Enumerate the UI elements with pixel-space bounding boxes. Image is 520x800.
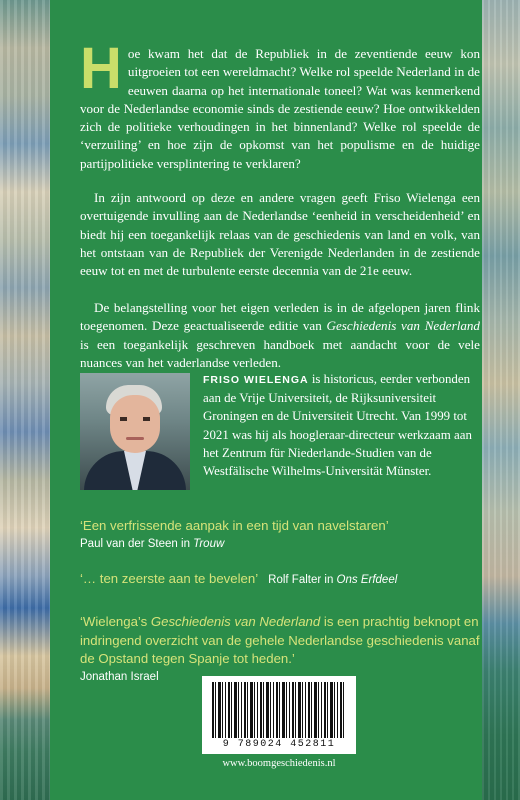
paragraph-3-before: De belangstelling voor het eigen verleden is in de afgelopen jaren flink toegenomen. Deze geactualiseerde editie van — [80, 300, 480, 334]
barcode — [202, 676, 356, 754]
quote-text: ‘… ten zeerste aan te bevelen’ — [80, 571, 259, 586]
paragraph-3-after: is een toegankelijk geschreven handboek met aandacht voor de vele nuances van het vaderlandse verleden. — [80, 336, 480, 370]
author-photo — [80, 373, 190, 490]
quote-1 — [80, 517, 485, 552]
painting-strip-right — [482, 0, 520, 800]
dropcap: H — [80, 36, 122, 101]
quote-3 — [80, 613, 485, 685]
intro-text: oe kwam het dat de Republiek in de zeventiende eeuw kon uitgroeien tot een wereldmacht? Welke rol speelde Nederland in de eeuwen daarna op het internationale toneel? Wat was kenmerkend voor de Nederlandse economie sinds de zestiende eeuw? Hoe ontwikkelden zich de politieke verhoudingen in het binnenland? Welke rol speelde de ‘verzuiling’ en hoe zijn de opkomst van het populisme en de huidige partijpolitieke versplintering te verklaren? — [80, 46, 480, 171]
quote-source: Paul van der Steen in Trouw — [80, 537, 225, 550]
author-bio-text: is historicus, eerder verbonden aan de Vrije Universiteit, de Rijksuniversiteit Groningen en de Universiteit Utrecht. Van 1999 tot 2021 was hij als hoogleraar-directeur werkzaam aan het Zentrum für Niederlande-Studien van de Westfälische Wilhelms-Universität Münster. — [203, 372, 472, 479]
barcode-bars — [212, 682, 346, 738]
painting-strip-left — [0, 0, 50, 800]
isbn-number: 9 789024 452811 — [222, 739, 336, 750]
intro-paragraph — [80, 36, 480, 173]
paragraph-2: In zijn antwoord op deze en andere vragen geeft Friso Wielenga een overtuigende invulling aan de Nederlandse ‘eenheid in verscheidenheid’ en biedt hij een toegankelijk relaas van de geschiedenis van land en volk, van het ontstaan van de Republiek der Verenigde Nederlanden in de zestiende eeuw tot en met de turbulente eerste decennia van de 21e eeuw. — [80, 190, 480, 279]
quote-text: ‘Een verfrissende aanpak in een tijd van navelstaren’ — [80, 518, 389, 533]
quote-2 — [80, 570, 485, 589]
author-name: FRISO WIELENGA — [203, 374, 309, 386]
paragraph-3 — [80, 299, 480, 372]
quote-text: ‘Wielenga’s Geschiedenis van Nederland is een prachtig beknopt en indringend overzicht van de gehele Nederlandse geschiedenis vanaf de Opstand tegen Spanje tot heden.’ — [80, 614, 480, 666]
book-title: Geschiedenis van Nederland — [326, 318, 480, 334]
quote-source: Jonathan Israel — [80, 670, 159, 683]
publisher-website[interactable]: www.boomgeschiedenis.nl — [222, 758, 336, 769]
author-bio — [203, 370, 485, 480]
quote-source: Rolf Falter in Ons Erfdeel — [268, 574, 398, 586]
